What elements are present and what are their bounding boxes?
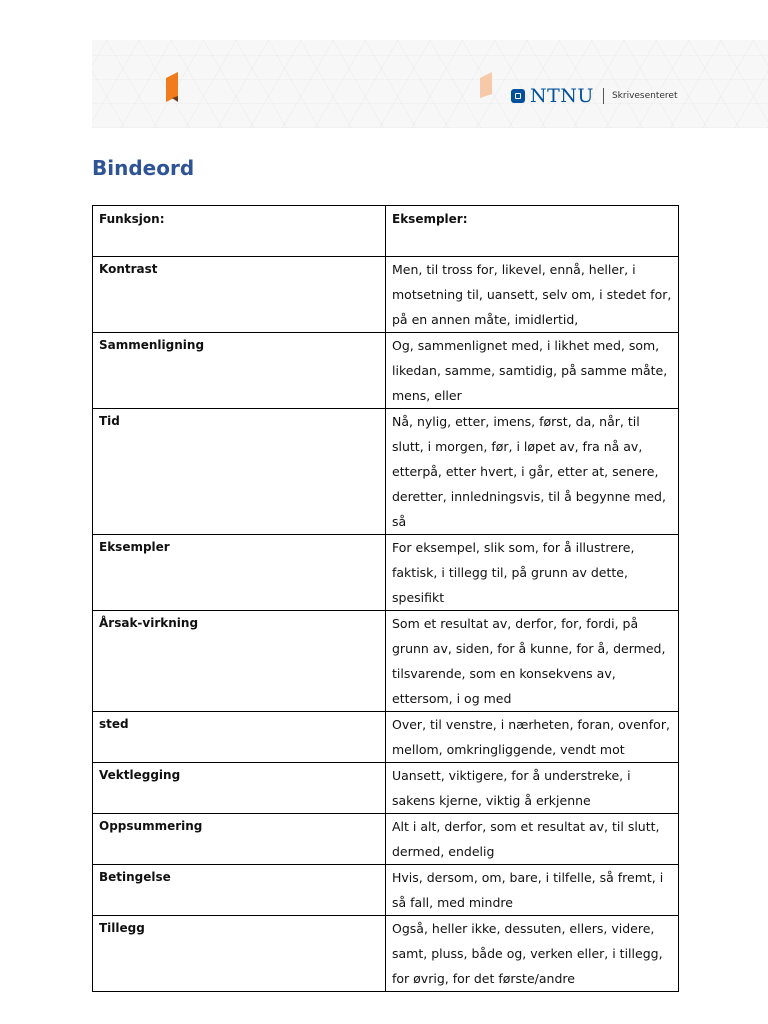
table-row: [93, 409, 679, 535]
ntnu-logo-icon: [511, 89, 525, 103]
function-cell: sted: [93, 712, 386, 763]
table-row: [93, 257, 679, 333]
connectives-table: [92, 205, 679, 992]
orange-accent-shape: [164, 72, 180, 104]
examples-cell: For eksempel, slik som, for å illustrere, faktisk, i tillegg til, på grunn av dette, spesifikt: [386, 535, 679, 611]
table-row: [93, 865, 679, 916]
table-row: [93, 611, 679, 712]
page-title: Bindeord: [92, 156, 195, 180]
function-cell: Oppsummering: [93, 814, 386, 865]
header-function-label: Funksjon:: [99, 212, 165, 226]
function-cell: Betingelse: [93, 865, 386, 916]
function-cell: Tillegg: [93, 916, 386, 992]
examples-cell: Alt i alt, derfor, som et resultat av, til slutt, dermed, endelig: [386, 814, 679, 865]
table-row: [93, 535, 679, 611]
header-banner: [92, 40, 768, 128]
function-cell: Årsak-virkning: [93, 611, 386, 712]
examples-cell: Og, sammenlignet med, i likhet med, som, likedan, samme, samtidig, på samme måte, mens, eller: [386, 333, 679, 409]
function-cell: Eksempler: [93, 535, 386, 611]
examples-cell: Som et resultat av, derfor, for, fordi, på grunn av, siden, for å kunne, for å, dermed, tilsvarende, som en konsekvens av, ettersom, i og med: [386, 611, 679, 712]
examples-cell: Men, til tross for, likevel, ennå, heller, i motsetning til, uansett, selv om, i stedet for, på en annen måte, imidlertid,: [386, 257, 679, 333]
peach-accent-shape: [478, 72, 494, 100]
table-row: [93, 763, 679, 814]
function-cell: Sammenligning: [93, 333, 386, 409]
function-cell: Kontrast: [93, 257, 386, 333]
examples-cell: Uansett, viktigere, for å understreke, i sakens kjerne, viktig å erkjenne: [386, 763, 679, 814]
function-cell: Vektlegging: [93, 763, 386, 814]
table-header-row: [93, 206, 679, 257]
logo-subtitle: Skrivesenteret: [611, 91, 678, 101]
header-cell-function: [93, 206, 386, 257]
examples-cell: Hvis, dersom, om, bare, i tilfelle, så fremt, i så fall, med mindre: [386, 865, 679, 916]
header-examples-label: Eksempler:: [392, 212, 468, 226]
examples-cell: Over, til venstre, i nærheten, foran, ovenfor, mellom, omkringliggende, vendt mot: [386, 712, 679, 763]
table-row: [93, 814, 679, 865]
logo-wordmark: NTNU: [530, 85, 594, 107]
examples-cell: Også, heller ikke, dessuten, ellers, videre, samt, pluss, både og, verken eller, i tillegg, for øvrig, for det første/andre: [386, 916, 679, 992]
logo-divider: [603, 88, 604, 104]
table-row: [93, 916, 679, 992]
examples-cell: Nå, nylig, etter, imens, først, da, når, til slutt, i morgen, før, i løpet av, fra nå av, etterpå, etter hvert, i går, etter at, senere, deretter, innledningsvis, til å begynne med, så: [386, 409, 679, 535]
table-row: [93, 333, 679, 409]
ntnu-logo: [511, 86, 678, 106]
table-row: [93, 712, 679, 763]
function-cell: Tid: [93, 409, 386, 535]
header-cell-examples: [386, 206, 679, 257]
